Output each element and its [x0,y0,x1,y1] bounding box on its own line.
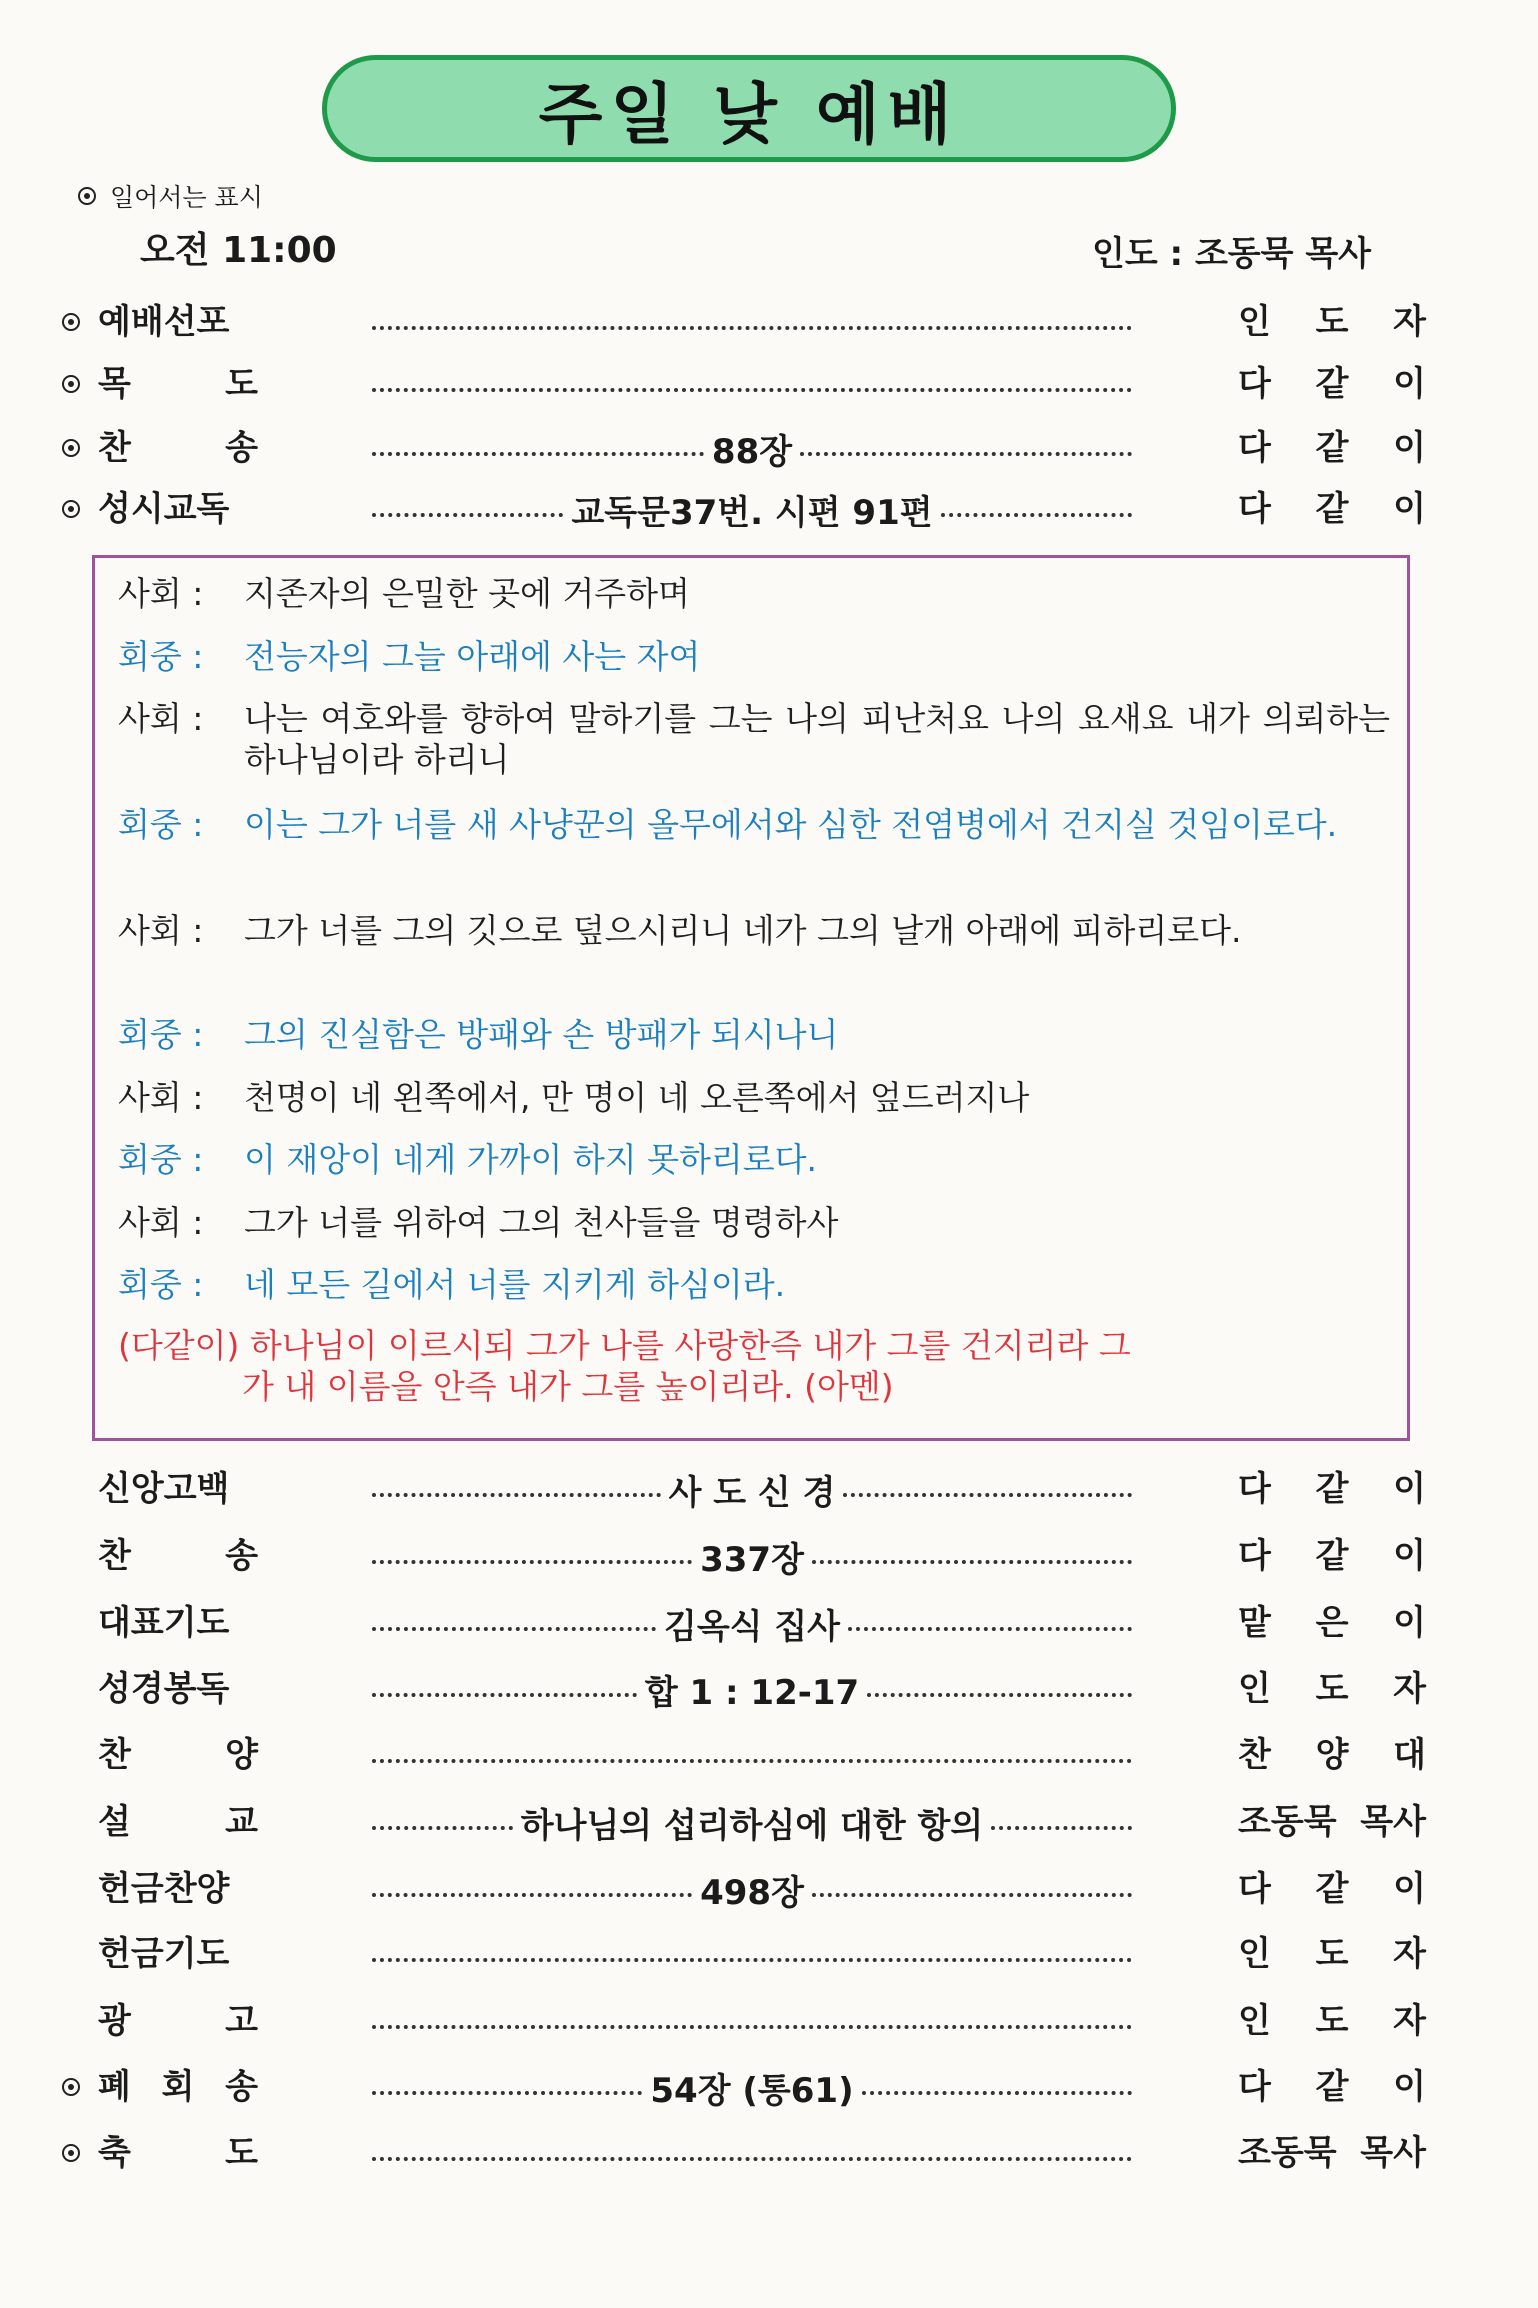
leader-dots [372,1493,661,1497]
leader-dots [800,452,1132,456]
speaker-label: 사회 : [118,574,204,613]
leader-dots [372,1560,692,1564]
reading-text: 이는 그가 너를 새 사냥꾼의 올무에서와 심한 전염병에서 건지실 것임이로다. [244,805,1338,844]
order-person: 다 같 이 [1238,1869,1426,1909]
standing-mark-icon [62,500,80,518]
order-person: 찬 양 대 [1238,1735,1426,1775]
order-label: 성시교독 [98,489,230,529]
leader-line [118,698,1390,780]
order-detail-text: 교독문37번. 시편 91편 [571,492,933,533]
order-label: 목 도 [98,364,258,404]
order-person: 조동묵 목사 [1238,2133,1426,2173]
all-together-line [118,1325,1390,1407]
speaker-label: 회중 : [118,805,204,844]
reading-text: 네 모든 길에서 너를 지키게 하심이라. [244,1265,786,1304]
leader-dots [862,2091,1132,2095]
order-detail [372,2062,1132,2112]
order-detail-text: 88장 [711,431,793,472]
leader-dots [372,1826,513,1830]
order-label: 대표기도 [98,1603,230,1643]
speaker-label: 사회 : [118,1078,204,1117]
congregation-line [118,1014,1390,1055]
order-label: 찬 송 [98,1536,258,1576]
order-person: 맡 은 이 [1238,1603,1426,1643]
standing-note [78,178,263,214]
standing-mark-icon [62,2144,80,2162]
leader-dots [372,1693,637,1697]
leader-line [118,910,1390,951]
order-label: 성경봉독 [98,1669,230,1709]
leader-dots [372,2025,1132,2029]
order-detail [372,1598,1132,1648]
speaker-label: 회중 : [118,637,204,676]
order-row [0,297,1538,347]
order-detail [372,297,1132,347]
leader-dots [372,2091,642,2095]
leader-dots [867,1693,1132,1697]
order-row [0,423,1538,473]
speaker-label: 사회 : [118,911,204,950]
order-person: 조동묵 목사 [1238,1802,1426,1842]
order-person: 인 도 자 [1238,1669,1426,1709]
all-together-text-1: (다같이) 하나님이 이르시되 그가 나를 사랑한즉 내가 그를 건지리라 그 [118,1326,1131,1365]
leader-dots [843,1493,1132,1497]
congregation-line [118,1139,1390,1180]
order-row [0,1730,1538,1780]
order-row [0,1797,1538,1847]
reading-text: 그가 너를 위하여 그의 천사들을 명령하사 [244,1203,839,1242]
order-detail [372,1664,1132,1714]
order-label: 축 도 [98,2133,258,2173]
leader-dots [812,1893,1132,1897]
order-label: 예배선포 [98,302,230,342]
order-detail-text: 사 도 신 경 [668,1472,836,1513]
order-person: 인 도 자 [1238,1934,1426,1974]
leader-line [118,1077,1390,1118]
speaker-label: 회중 : [118,1140,204,1179]
standing-mark-icon [62,2078,80,2096]
standing-mark-icon [78,187,96,205]
reading-text: 그의 진실함은 방패와 손 방패가 되시나니 [244,1015,839,1054]
leader-dots [372,1958,1132,1962]
order-detail [372,484,1132,534]
speaker-label: 사회 : [118,1203,204,1242]
reading-text: 이 재앙이 네게 가까이 하지 못하리로다. [244,1140,817,1179]
responsive-reading-box [92,555,1410,1441]
leader-dots [372,1893,692,1897]
order-row [0,2128,1538,2178]
reading-text: 천명이 네 왼쪽에서, 만 명이 네 오른쪽에서 엎드러지나 [244,1078,1030,1117]
order-person: 다 같 이 [1238,1536,1426,1576]
order-label: 찬 양 [98,1735,258,1775]
order-label: 폐 회 송 [98,2067,258,2107]
order-row [0,1531,1538,1581]
order-detail [372,1730,1132,1780]
standing-mark-icon [62,439,80,457]
leader-dots [848,1627,1132,1631]
speaker-label: 회중 : [118,1015,204,1054]
leader-dots [372,1759,1132,1763]
order-row [0,1598,1538,1648]
page-title: 주일 낮 예배 [322,55,1176,162]
reading-text: 나는 여호와를 향하여 말하기를 그는 나의 피난처요 나의 요새요 내가 의뢰하는 하나님이라 하리니 [244,699,1390,779]
leader-line [118,1202,1390,1243]
order-label: 헌금찬양 [98,1869,230,1909]
leader-dots [991,1826,1132,1830]
leader-dots [372,326,1132,330]
order-row [0,1664,1538,1714]
leader-dots [372,452,704,456]
service-time: 오전 11:00 [140,230,337,271]
leader-dots [372,513,563,517]
order-row [0,1996,1538,2046]
order-detail [372,2128,1132,2178]
leader-dots [372,2157,1132,2161]
congregation-line [118,1264,1390,1305]
order-detail [372,1464,1132,1514]
congregation-line [118,804,1390,845]
order-detail-text: 54장 (통61) [650,2070,854,2111]
leader-dots [372,388,1132,392]
leader-dots [372,1627,656,1631]
order-detail [372,1929,1132,1979]
order-label: 헌금기도 [98,1934,230,1974]
order-detail [372,1864,1132,1914]
congregation-line [118,636,1390,677]
standing-note-text: 일어서는 표시 [110,183,263,212]
speaker-label: 회중 : [118,1265,204,1304]
order-person: 다 같 이 [1238,364,1426,404]
order-label: 광 고 [98,2001,258,2041]
order-detail-text: 김옥식 집사 [663,1606,841,1647]
order-detail [372,1996,1132,2046]
order-person: 다 같 이 [1238,2067,1426,2107]
order-row [0,1929,1538,1979]
reading-text: 그가 너를 그의 깃으로 덮으시리니 네가 그의 날개 아래에 피하리로다. [244,911,1242,950]
order-detail [372,423,1132,473]
order-label: 신앙고백 [98,1469,230,1509]
order-detail [372,1531,1132,1581]
order-row [0,1864,1538,1914]
order-detail [372,359,1132,409]
service-leader: 인도 : 조동묵 목사 [1092,234,1372,274]
order-detail-text: 하나님의 섭리하심에 대한 항의 [520,1805,984,1846]
order-person: 다 같 이 [1238,1469,1426,1509]
order-row [0,484,1538,534]
order-detail-text: 498장 [700,1872,804,1913]
reading-text: 지존자의 은밀한 곳에 거주하며 [244,574,690,613]
standing-mark-icon [62,375,80,393]
order-label: 설 교 [98,1802,258,1842]
order-row [0,1464,1538,1514]
reading-text: 전능자의 그늘 아래에 사는 자여 [244,637,701,676]
order-detail [372,1797,1132,1847]
order-detail-text: 합 1 : 12-17 [644,1672,860,1713]
order-row [0,359,1538,409]
order-label: 찬 송 [98,428,258,468]
order-detail-text: 337장 [700,1539,804,1580]
leader-dots [941,513,1132,517]
order-person: 인 도 자 [1238,302,1426,342]
order-person: 다 같 이 [1238,428,1426,468]
leader-line [118,573,1390,614]
standing-mark-icon [62,313,80,331]
leader-dots [812,1560,1132,1564]
order-person: 인 도 자 [1238,2001,1426,2041]
order-person: 다 같 이 [1238,489,1426,529]
all-together-text-2: 가 내 이름을 안즉 내가 그를 높이리라. (아멘) [242,1367,894,1406]
order-row [0,2062,1538,2112]
speaker-label: 사회 : [118,699,204,738]
